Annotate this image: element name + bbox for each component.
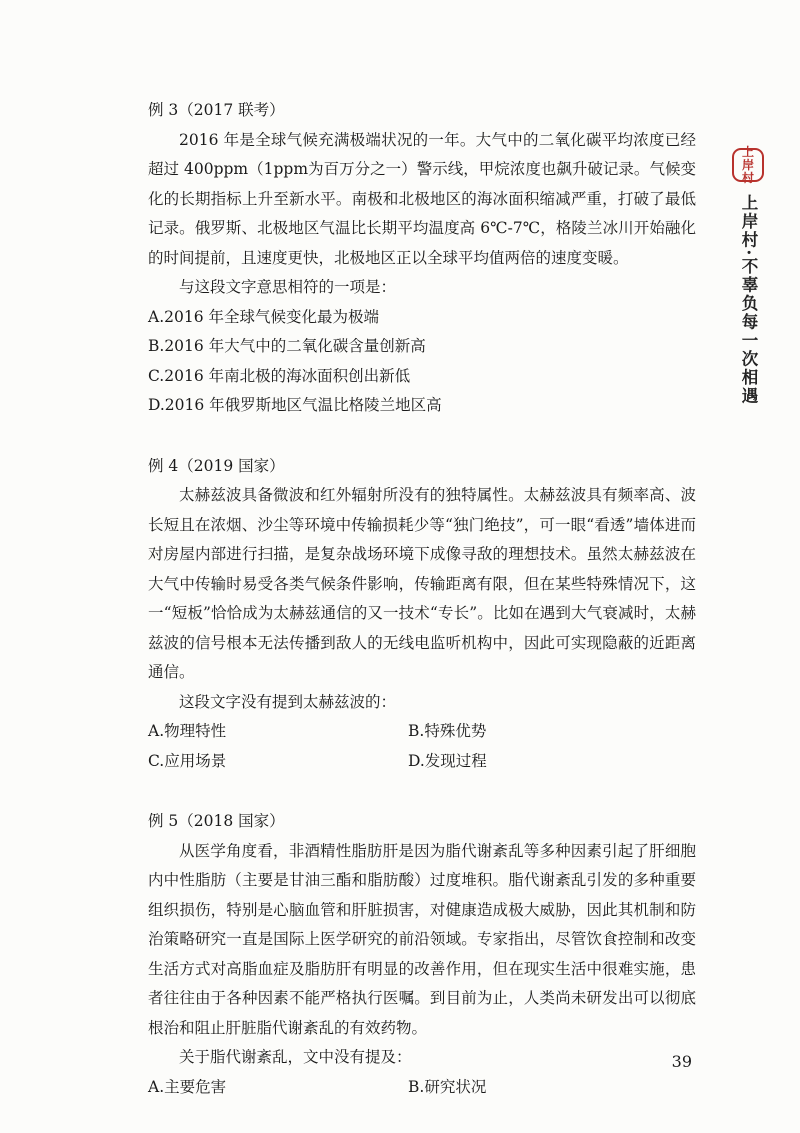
seal-char: 岸: [741, 157, 754, 172]
option-d[interactable]: D.2016 年俄罗斯地区气温比格陵兰地区高: [148, 396, 442, 414]
option-c[interactable]: C.应用场景: [148, 751, 227, 770]
seal-char: 村: [741, 170, 754, 185]
question-prompt: 与这段文字意思相符的一项是：: [179, 278, 397, 296]
option-b[interactable]: B.研究状况: [408, 1077, 487, 1096]
question-example-5: [148, 807, 696, 1102]
seal-char: 上: [741, 144, 754, 159]
question-title: 例 4（2019 国家）: [148, 456, 285, 475]
side-banner: [728, 144, 768, 406]
question-example-4: [148, 452, 696, 777]
question-passage: 太赫兹波具备微波和红外辐射所没有的独特属性。太赫兹波具有频率高、波长短且在浓烟、沙尘等环境中传输损耗少等“独门绝技”，可一眼“看透”墙体进而对房屋内部进行扫描，是复杂战场环境下成像寻敌的理想技术。虽然太赫兹波在大气中传输时易受各类气候条件影响，传输距离有限，但在某些特殊情况下，这一“短板”恰恰成为太赫兹通信的又一技术“专长”。比如在遇到大气衰减时，太赫兹波的信号根本无法传播到敌人的无线电监听机构中，因此可实现隐蔽的近距离通信。: [148, 486, 696, 681]
question-prompt: 关于脂代谢紊乱，文中没有提及：: [179, 1048, 412, 1066]
option-a[interactable]: A.物理特性: [148, 722, 227, 740]
seal-logo: [732, 144, 764, 185]
question-title: 例 5（2018 国家）: [148, 812, 285, 830]
question-passage: 从医学角度看，非酒精性脂肪肝是因为脂代谢紊乱等多种因素引起了肝细胞内中性脂肪（主要是甘油三酯和脂肪酸）过度堆积。脂代谢紊乱引发的多种重要组织损伤，特别是心脑血管和肝脏损害，对健康造成极大威胁，因此其机制和防治策略研究一直是国际上医学研究的前沿领域。专家指出，尽管饮食控制和改变生活方式对高脂血症及脂肪肝有明显的改善作用，但在现实生活中很难实施，患者往往由于各种因素不能严格执行医嘱。到目前为止，人类尚未研发出可以彻底根治和阻止肝脏脂代谢紊乱的有效药物。: [148, 841, 696, 1037]
option-a[interactable]: A.2016 年全球气候变化最为极端: [148, 307, 379, 326]
option-b[interactable]: B.2016 年大气中的二氧化碳含量创新高: [148, 337, 426, 355]
option-b[interactable]: B.特殊优势: [408, 722, 487, 740]
question-example-3: [148, 96, 696, 421]
question-prompt: 这段文字没有提到太赫兹波的：: [179, 692, 397, 711]
option-row: [148, 717, 696, 747]
option-row: [148, 747, 696, 777]
question-title: 例 3（2017 联考）: [148, 101, 285, 119]
option-d[interactable]: D.发现过程: [408, 751, 487, 770]
vertical-slogan: 上岸村·不辜负每一次相遇: [739, 194, 758, 406]
question-passage: 2016 年是全球气候充满极端状况的一年。大气中的二氧化碳平均浓度已经超过 400ppm（1ppm为百万分之一）警示线，甲烷浓度也飙升破记录。气候变化的长期指标上升至新水平。南极和北极地区的海冰面积缩减严重，打破了最低记录。俄罗斯、北极地区气温比长期平均温度高 6℃-7℃，格陵兰冰川开始融化的时间提前，且速度更快，北极地区正以全球平均值两倍的速度变暖。: [148, 130, 696, 267]
option-row: [148, 1073, 696, 1103]
main-content: [148, 96, 696, 1133]
option-a[interactable]: A.主要危害: [148, 1077, 227, 1096]
option-c[interactable]: C.2016 年南北极的海冰面积创出新低: [148, 366, 411, 385]
page-number: 39: [671, 1052, 692, 1071]
